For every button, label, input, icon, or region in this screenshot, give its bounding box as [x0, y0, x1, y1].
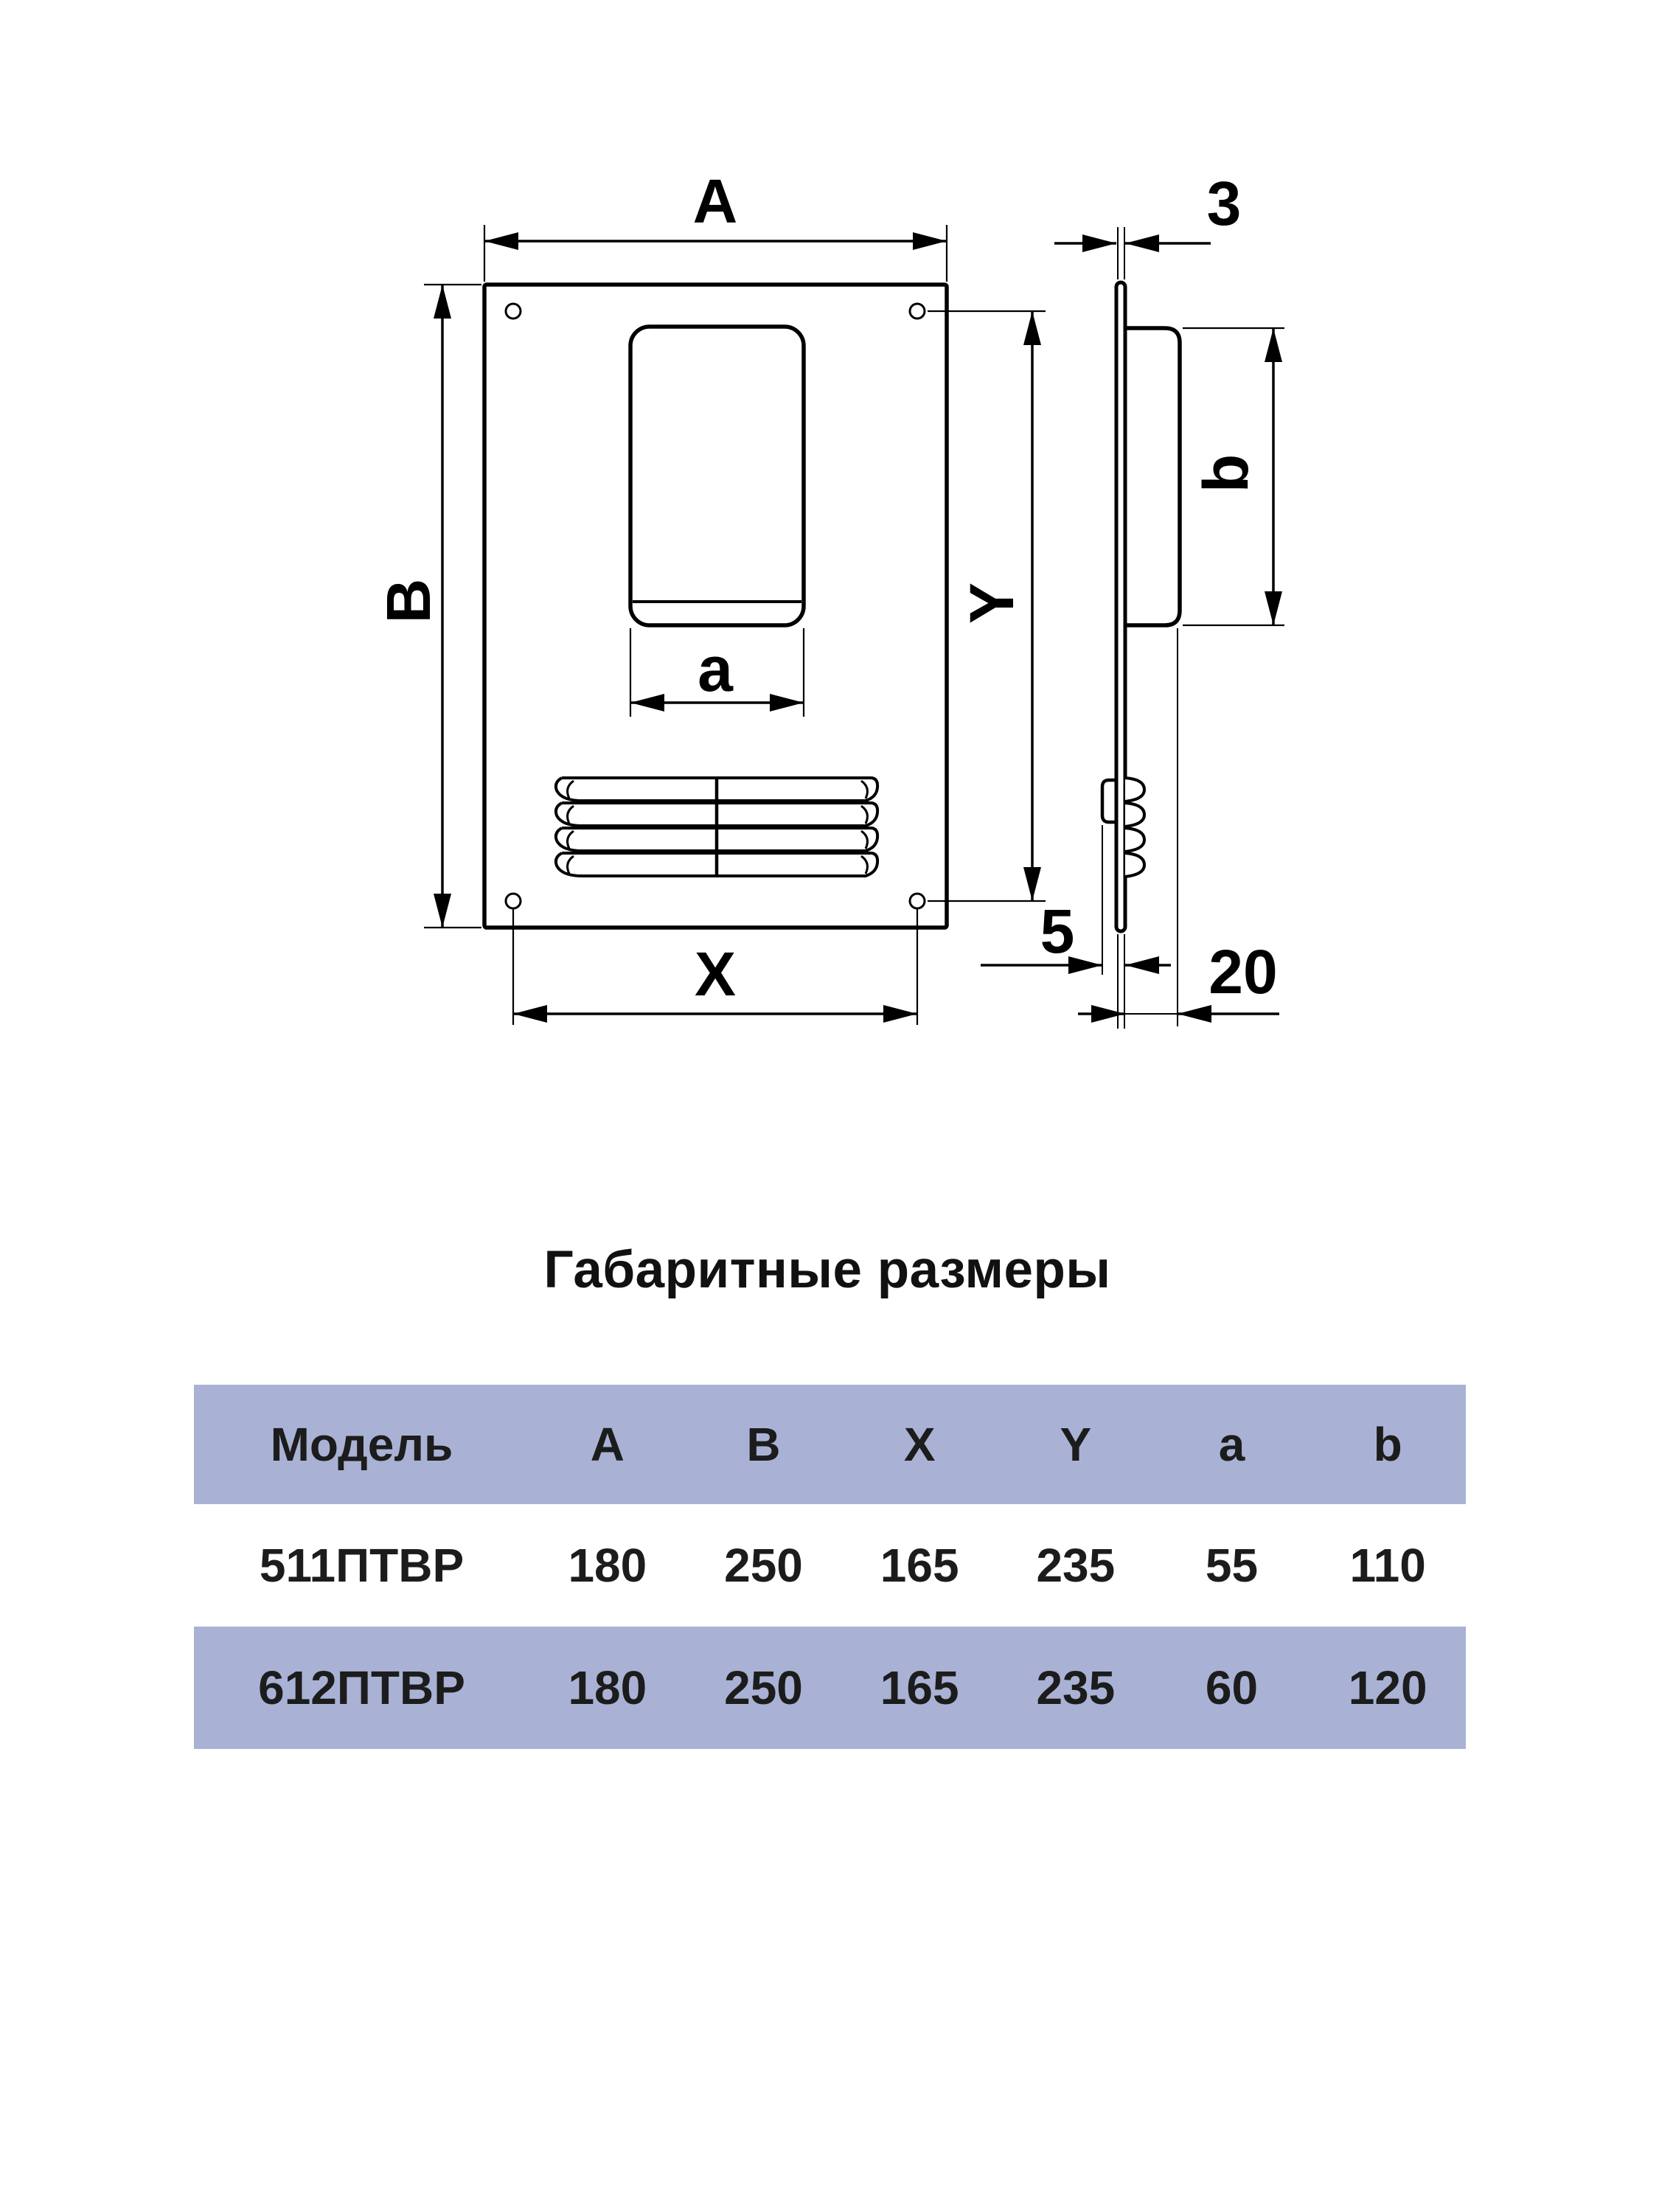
- value-X: 165: [880, 1539, 959, 1592]
- dim-A: [484, 167, 947, 282]
- value-A: 180: [568, 1661, 647, 1714]
- dim-label-B: B: [374, 578, 443, 624]
- column-header-a: a: [1218, 1418, 1245, 1471]
- dim-B: [374, 285, 481, 928]
- vent-opening: [630, 327, 804, 625]
- dim-label-a: a: [698, 634, 733, 705]
- value-a: 60: [1205, 1661, 1259, 1714]
- value-Y: 235: [1036, 1539, 1116, 1592]
- louver-side-bumps: [1125, 778, 1144, 877]
- column-header-b: b: [1373, 1418, 1402, 1471]
- value-B: 250: [724, 1539, 803, 1592]
- model-name: 511ПТВР: [259, 1539, 465, 1592]
- column-header-model: Модель: [270, 1418, 453, 1471]
- dim-b: [1183, 328, 1284, 625]
- dimensions-table: [194, 1385, 1466, 1749]
- front-view: [374, 167, 1046, 1025]
- dim-label-thickness: 3: [1206, 169, 1242, 238]
- dim-label-Y: Y: [957, 582, 1026, 625]
- dim-label-depth: 20: [1208, 937, 1278, 1006]
- plate-profile: [1116, 282, 1125, 931]
- value-Y: 235: [1036, 1661, 1116, 1714]
- mounting-tab: [1102, 780, 1116, 822]
- value-B: 250: [724, 1661, 803, 1714]
- dim-label-X: X: [694, 939, 737, 1009]
- table-row: [194, 1504, 1466, 1627]
- column-header-Y: Y: [1060, 1418, 1092, 1471]
- column-header-B: B: [746, 1418, 781, 1471]
- dim-label-tab-offset: 5: [1040, 897, 1075, 966]
- table-header-row: [194, 1385, 1466, 1504]
- dim-tab-offset: [981, 825, 1171, 1029]
- dim-label-A: A: [692, 167, 738, 236]
- louver-grille: [556, 778, 877, 876]
- model-name: 612ПТВР: [258, 1661, 465, 1714]
- dim-label-b: b: [1191, 453, 1262, 493]
- value-a: 55: [1205, 1539, 1259, 1592]
- value-X: 165: [880, 1661, 959, 1714]
- value-b: 110: [1349, 1539, 1426, 1592]
- table-row: [194, 1627, 1466, 1749]
- dim-depth: [1078, 628, 1279, 1026]
- duct-box: [1125, 328, 1180, 625]
- dim-thickness: [1054, 169, 1241, 279]
- value-A: 180: [568, 1539, 647, 1592]
- column-header-X: X: [903, 1418, 936, 1471]
- value-b: 120: [1348, 1661, 1427, 1714]
- section-title: Габаритные размеры: [543, 1241, 1111, 1299]
- column-header-A: A: [590, 1418, 625, 1471]
